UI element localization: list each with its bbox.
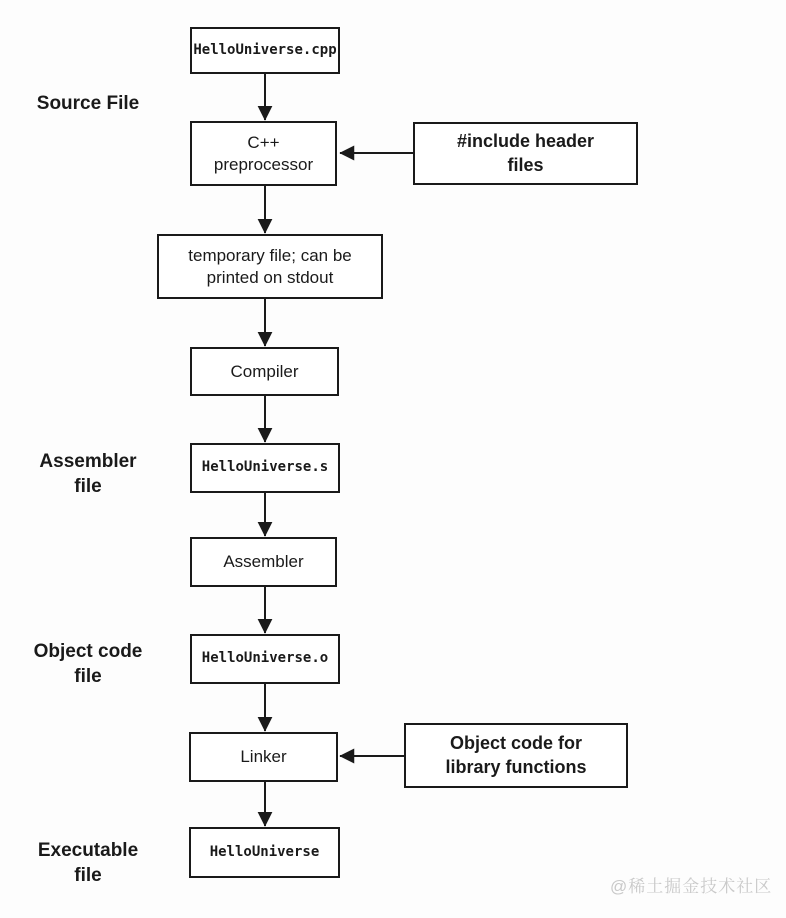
node-temporary-file-line2: printed on stdout (206, 267, 334, 287)
node-temporary-file (157, 234, 383, 299)
node-temporary-file-line1: temporary file; can be (188, 246, 352, 266)
node-cpp-preprocessor-line2: preprocessor (213, 154, 314, 174)
node-assembler-label: Assembler (223, 552, 304, 572)
node-compiler (190, 347, 339, 396)
node-include-header-files-line2: files (507, 154, 544, 175)
node-object-code-library (404, 723, 628, 788)
label-object-code-file-line2: file (74, 665, 102, 687)
node-include-header-files (413, 122, 638, 185)
label-source-file-text: Source File (36, 93, 140, 114)
label-executable-file-line2: file (74, 864, 102, 886)
node-cpp-preprocessor-line1: C++ (247, 133, 280, 153)
node-hellouniverse-cpp (190, 27, 340, 74)
label-source-file (18, 92, 158, 117)
label-executable-file (18, 839, 158, 888)
node-linker-label: Linker (240, 747, 287, 767)
node-include-header-files-line1: #include header (456, 131, 595, 152)
node-hellouniverse-o (190, 634, 340, 684)
node-hellouniverse-exe-label: HelloUniverse (209, 843, 320, 860)
label-assembler-file-line2: file (74, 475, 102, 497)
node-hellouniverse-s (190, 443, 340, 493)
label-executable-file-line1: Executable (37, 840, 139, 861)
node-linker (189, 732, 338, 782)
node-hellouniverse-cpp-label: HelloUniverse.cpp (193, 41, 337, 58)
label-object-code-file-line1: Object code (33, 641, 143, 662)
node-hellouniverse-exe (189, 827, 340, 878)
node-assembler (190, 537, 337, 587)
node-object-code-library-line2: library functions (445, 756, 587, 777)
node-compiler-label: Compiler (230, 361, 299, 381)
node-cpp-preprocessor (190, 121, 337, 186)
watermark: @稀土掘金技术社区 (610, 877, 773, 896)
node-hellouniverse-o-label: HelloUniverse.o (201, 650, 329, 667)
label-assembler-file (18, 450, 158, 499)
label-assembler-file-line1: Assembler (39, 451, 137, 472)
node-object-code-library-line1: Object code for (449, 733, 583, 754)
label-object-code-file (18, 640, 158, 689)
node-hellouniverse-s-label: HelloUniverse.s (201, 459, 329, 476)
